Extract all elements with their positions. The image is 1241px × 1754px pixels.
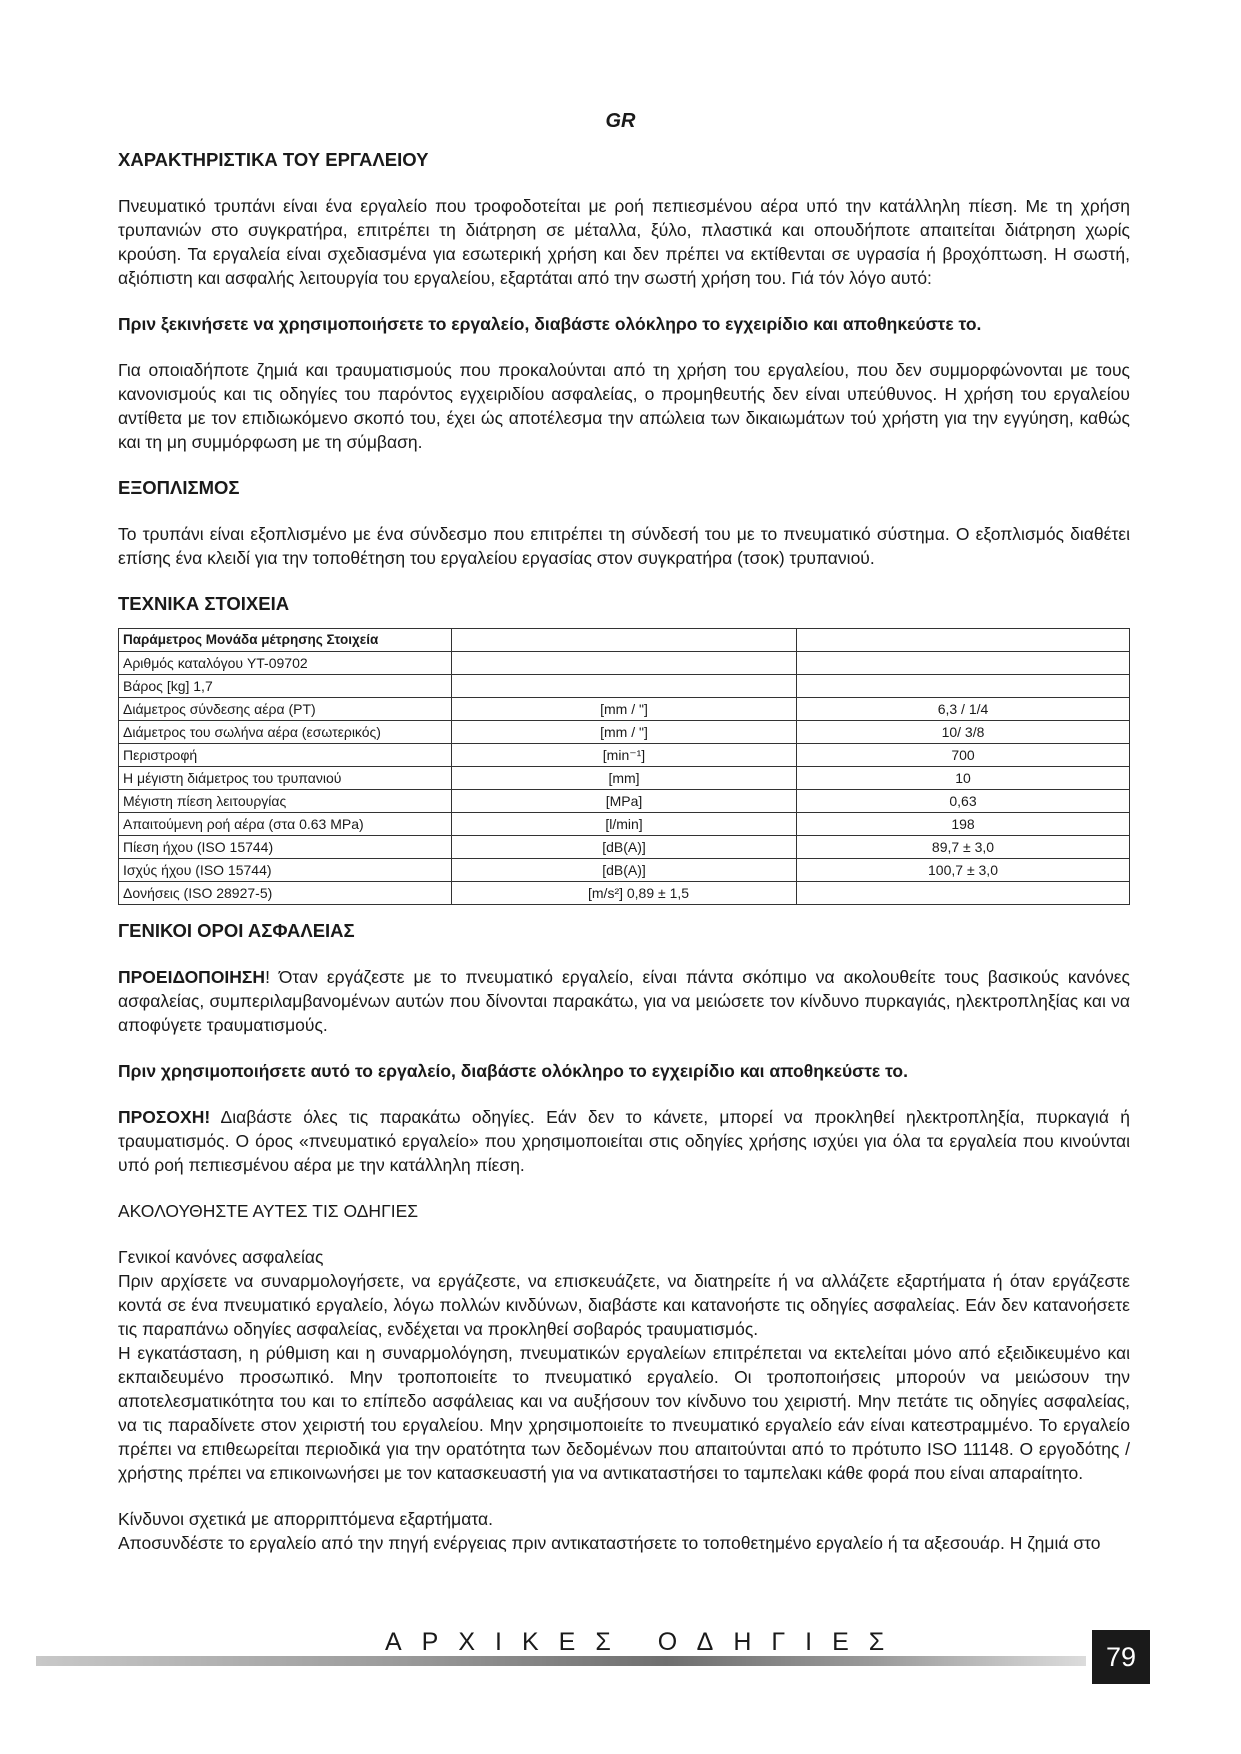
table-cell-value: 0,63 <box>797 790 1130 813</box>
table-empty-cell <box>797 629 1130 652</box>
features-paragraph: Πνευματικό τρυπάνι είναι ένα εργαλείο που τροφοδοτείται με ροή πεπιεσμένου αέρα υπό την κατάλληλη πίεση. Με τη χρήση τρυπανιών στο συγκρατήρα, επιτρέπει τη διάτρηση σε μέταλλα, ξύλο, πλαστικά και οπουδήποτε απαιτείται διάτρηση χωρίς κρούση. Τα εργαλεία είναι σχεδιασμένα για εσωτερική χρήση και δεν πρέπει να εκτίθενται σε υγρασία ή βροχόπτωση. Η σωστή, αξιόπιστη και ασφαλής λειτουργία του εργαλείου, εξαρτάται από την σωστή χρήση του. Γιά τόν λόγο αυτό: <box>118 196 1130 288</box>
page-number: 79 <box>1092 1630 1150 1684</box>
table-cell-value: 700 <box>797 744 1130 767</box>
features-read-manual: Πριν ξεκινήσετε να χρησιμοποιήσετε το εργαλείο, διαβάστε ολόκληρο το εγχειρίδιο και αποθηκεύστε το. <box>118 314 982 334</box>
caution-text: Διαβάστε όλες τις παρακάτω οδηγίες. Εάν δεν το κάνετε, μπορεί να προκληθεί ηλεκτροπληξία, πυρκαγιά ή τραυματισμός. Ο όρος «πνευματικό εργαλείο» που χρησιμοποιείται στις οδηγίες χρήσης ισχύει για όλα τα εργαλεία που κινούνται υπό ροή πεπιεσμένου αέρα με την κατάλληλη πίεση. <box>118 1107 1130 1175</box>
general-rules-p1: Πριν αρχίσετε να συναρμολογήσετε, να εργάζεστε, να επισκευάζετε, να διατηρείτε ή να αλλάζετε εξαρτήματα ή όταν εργάζεστε κοντά σε ένα πνευματικό εργαλείο, λόγω πολλών κινδύνων, διαβάστε και κατανοήστε τις οδηγίες ασφαλείας. Εάν δεν κατανοήσετε τις παραπάνω οδηγίες ασφαλείας, ενδέχεται να προκληθεί σοβαρός τραυματισμός. <box>118 1271 1130 1339</box>
table-row <box>119 859 1130 882</box>
table-cell-value: 100,7 ± 3,0 <box>797 859 1130 882</box>
general-rules-title: Γενικοί κανόνες ασφαλείας <box>118 1247 324 1267</box>
table-cell-unit: [mm / "] <box>452 721 797 744</box>
table-cell-weight: Βάρος [kg] 1,7 <box>119 675 452 698</box>
parts-paragraph: Αποσυνδέστε το εργαλείο από την πηγή ενέργειας πριν αντικαταστήσετε το τοποθετημένο εργαλείο ή τα αξεσουάρ. Η ζημιά στο <box>118 1533 1101 1553</box>
table-cell-param: Διάμετρος σύνδεσης αέρα (PT) <box>119 698 452 721</box>
table-cell-unit: [mm] <box>452 767 797 790</box>
table-row <box>119 767 1130 790</box>
table-cell-value: 89,7 ± 3,0 <box>797 836 1130 859</box>
table-cell-value: 10/ 3/8 <box>797 721 1130 744</box>
table-row <box>119 813 1130 836</box>
table-cell-param: Δονήσεις (ISO 28927-5) <box>119 882 452 905</box>
table-empty-cell <box>452 652 797 675</box>
safety-heading: ΓΕΝΙΚΟΙ ΟΡΟΙ ΑΣΦΑΛΕΙΑΣ <box>118 920 355 941</box>
table-row <box>119 675 1130 698</box>
table-header-row <box>119 629 1130 652</box>
table-cell-param: Ισχύς ήχου (ISO 15744) <box>119 859 452 882</box>
table-row <box>119 744 1130 767</box>
table-header-cell: Παράμετρος Μονάδα μέτρησης Στοιχεία <box>119 629 452 652</box>
table-empty-cell <box>797 675 1130 698</box>
safety-caution <box>118 1105 1130 1177</box>
table-cell-param: Η μέγιστη διάμετρος του τρυπανιού <box>119 767 452 790</box>
table-row <box>119 882 1130 905</box>
table-row <box>119 836 1130 859</box>
safety-warning <box>118 965 1130 1037</box>
table-cell-unit: [m/s²] 0,89 ± 1,5 <box>452 882 797 905</box>
table-cell-catalog: Αριθμός καταλόγου YT-09702 <box>119 652 452 675</box>
table-empty-cell <box>452 629 797 652</box>
table-cell-value: 6,3 / 1/4 <box>797 698 1130 721</box>
table-cell-unit: [MPa] <box>452 790 797 813</box>
table-cell-value: 10 <box>797 767 1130 790</box>
table-empty-cell <box>452 675 797 698</box>
language-code: GR <box>605 110 636 132</box>
features-liability: Για οποιαδήποτε ζημιά και τραυματισμούς που προκαλούνται από τη χρήση του εργαλείου, που δεν συμμορφώνονται με τους κανονισμούς και τις οδηγίες του παρόντος εγχειριδίου ασφαλείας, ο προμηθευτής δεν είναι υπεύθυνος. Η χρήση του εργαλείου αντίθετα με τον επιδιωκόμενο σκοπό του, έχει ώς αποτέλεσμα την απώλεια των δικαιωμάτων τού χρήστη για την εγγύηση, καθώς και τη μη συμμόρφωση με τη σύμβαση. <box>118 360 1130 452</box>
table-empty-cell <box>797 882 1130 905</box>
table-cell-unit: [l/min] <box>452 813 797 836</box>
warning-text: ! Όταν εργάζεστε με το πνευματικό εργαλείο, είναι πάντα σκόπιμο να ακολουθείτε τους βασικούς κανόνες ασφαλείας, συμπεριλαμβανομένων αυτών που δίνονται παρακάτω, για να μειώσετε τον κίνδυνο πυρκαγιάς, ηλεκτροπληξίας και να αποφύγετε τραυματισμούς. <box>118 967 1130 1035</box>
table-cell-value: 198 <box>797 813 1130 836</box>
parts-title: Κίνδυνοι σχετικά με απορριπτόμενα εξαρτήματα. <box>118 1509 493 1529</box>
table-cell-param: Περιστροφή <box>119 744 452 767</box>
table-cell-param: Πίεση ήχου (ISO 15744) <box>119 836 452 859</box>
safety-read-manual: Πριν χρησιμοποιήσετε αυτό το εργαλείο, διαβάστε ολόκληρο το εγχειρίδιο και αποθηκεύστε το. <box>118 1061 908 1081</box>
features-heading: ΧΑΡΑΚΤΗΡΙΣΤΙΚΑ ΤΟΥ ΕΡΓΑΛΕΙΟΥ <box>118 149 429 170</box>
table-row <box>119 698 1130 721</box>
warning-label: ΠΡΟΕΙΔΟΠΟΙΗΣΗ <box>118 967 266 987</box>
table-cell-param: Διάμετρος του σωλήνα αέρα (εσωτερικός) <box>119 721 452 744</box>
table-cell-unit: [mm / "] <box>452 698 797 721</box>
table-cell-unit: [dB(A)] <box>452 836 797 859</box>
footer-title: ΑΡΧΙΚΕΣ ΟΔΗΓΙΕΣ <box>385 1628 905 1656</box>
table-cell-param: Απαιτούμενη ροή αέρα (στα 0.63 MPa) <box>119 813 452 836</box>
specs-table <box>118 628 1130 905</box>
table-cell-unit: [min⁻¹] <box>452 744 797 767</box>
follow-instructions: ΑΚΟΛΟΥΘΗΣΤΕ ΑΥΤΕΣ ΤΙΣ ΟΔΗΓΙΕΣ <box>118 1201 419 1221</box>
table-row <box>119 790 1130 813</box>
table-row <box>119 721 1130 744</box>
table-empty-cell <box>797 652 1130 675</box>
table-row <box>119 652 1130 675</box>
table-cell-param: Μέγιστη πίεση λειτουργίας <box>119 790 452 813</box>
page-content <box>118 148 1130 1555</box>
caution-label: ΠΡΟΣΟΧΗ! <box>118 1107 211 1127</box>
table-cell-unit: [dB(A)] <box>452 859 797 882</box>
equipment-heading: ΕΞΟΠΛΙΣΜΟΣ <box>118 477 240 498</box>
general-rules-p2: Η εγκατάσταση, η ρύθμιση και η συναρμολόγηση, πνευματικών εργαλείων επιτρέπεται να εκτελείται μόνο από εξειδικευμένο και εκπαιδευμένο προσωπικό. Μην τροποποιείτε το πνευματικό εργαλείο. Οι τροποποιήσεις μπορούν να μειώσουν την αποτελεσματικότητα του και το επίπεδο ασφάλειας και να αυξήσουν τον κίνδυνο του χειριστή. Μην πετάτε τις οδηγίες ασφαλείας, να τις παραδίνετε στον χειριστή του εργαλείου. Μην χρησιμοποιείτε το πνευματικό εργαλείο εάν είναι κατεστραμμένο. Το εργαλείο πρέπει να επιθεωρείται περιοδικά για την ορατότητα των δεδομένων που απαιτούνται από το πρότυπο ISO 11148. Ο εργοδότης / χρήστης πρέπει να επικοινωνήσει με τον κατασκευαστή για να αντικαταστήσει το ταμπελακι κάθε φορά που είναι απαραίτητο. <box>118 1343 1130 1483</box>
equipment-paragraph: Το τρυπάνι είναι εξοπλισμένο με ένα σύνδεσμο που επιτρέπει τη σύνδεσή του με το πνευματικό σύστημα. Ο εξοπλισμός διαθέτει επίσης ένα κλειδί για την τοποθέτηση του εργαλείου εργασίας στον συγκρατήρα (τσοκ) τρυπανιού. <box>118 524 1130 568</box>
footer-bar <box>36 1656 1086 1666</box>
specs-heading: ΤΕΧΝΙΚΑ ΣΤΟΙΧΕΙΑ <box>118 593 290 614</box>
